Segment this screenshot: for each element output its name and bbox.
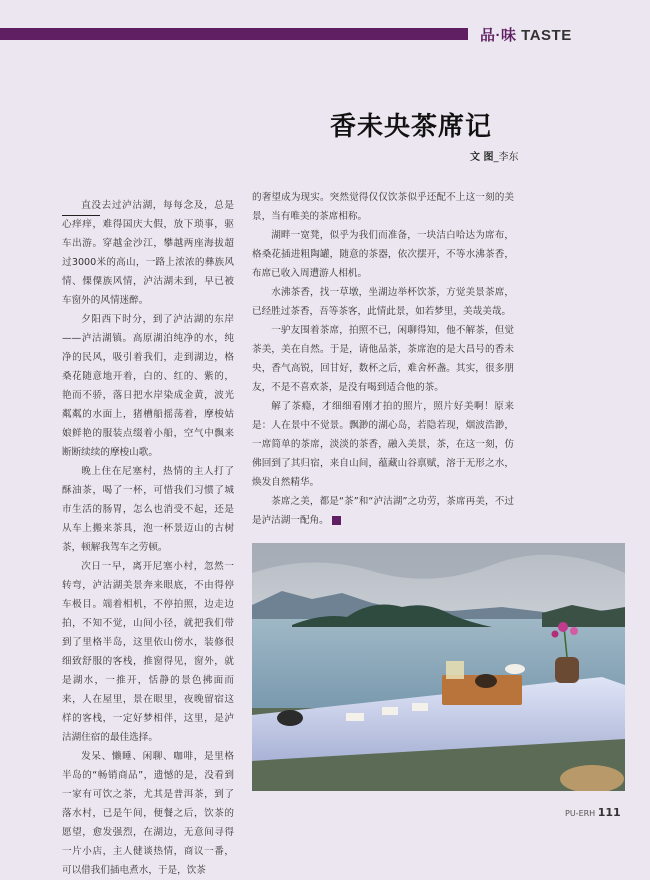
paragraph: 水沸茶香，找一草墩，坐湖边举杯饮茶，方觉美景茶席，已经胜过茶香，吾等茶客，此情此景，如若梦里，美哉美哉。 [252, 287, 514, 317]
flower [552, 631, 559, 638]
paragraph: 发呆、懒睡、闲聊、咖啡，是里格半岛的“畅销商品”，遗憾的是，没看到一家有可饮之茶，尤其是普洱茶，到了落水村，已是午间，便餐之后，饮茶的愿望，愈发强烈，在湖边，无意间寻得一片小店，主人健谈热情，商议一番，可以借我们插电煮水，于是，饮茶 [62, 751, 234, 876]
section-label-en: TASTE [521, 27, 572, 44]
paragraph: 的奢望成为现实。突然觉得仅仅饮茶似乎还配不上这一刻的美景，当有唯美的茶席相称。 [252, 192, 514, 222]
flower [558, 622, 568, 632]
paragraph: 晚上住在尼塞村，热情的主人打了酥油茶，喝了一杯，可惜我们习惯了城市生活的肠胃，怎么也消受不起，还是从车上搬来茶具，泡一杯景迈山的古树茶，顿解我驾车之劳顿。 [62, 466, 234, 553]
tea-cup [412, 703, 428, 711]
tea-cup [277, 710, 303, 726]
end-mark-icon [332, 516, 341, 525]
teapot [475, 674, 497, 688]
flower [570, 627, 578, 635]
footer-mark: PU-ERH [565, 809, 596, 818]
body-column-right [252, 188, 514, 530]
paragraph-text: 茶席之美，都是“茶”和“泸沽湖”之功劳，茶席再美，不过是泸沽湖一配角。 [252, 496, 514, 526]
page-number: 111 [597, 806, 621, 819]
paragraph: 湖畔一宽凳，似乎为我们而准备，一块洁白哈达为席布，格桑花插进粗陶罐，随意的茶器，依次摆开，不等水沸茶香，布席已收入周遭游人相机。 [252, 230, 514, 279]
section-label [480, 24, 572, 45]
photo-illustration [252, 543, 625, 791]
paragraph: 一驴友围着茶席，拍照不已，闲聊得知，他不解茶，但觉茶美，美在自然。于是，请他品茶，茶席泡的是大昌号的香未央，香气高锐，回甘好，数杯之后，难舍杯盏。其实，很多朋友，不是不喜欢茶，是没有喝到适合他的茶。 [252, 325, 514, 393]
byline: 文 图_李东 [470, 152, 519, 163]
tea-cup [382, 707, 398, 715]
lake-tea-photo [252, 543, 625, 791]
paragraph: 直没去过泸沽湖，每每念及，总是心痒痒，难得国庆大假，放下琐事，驱车出游。穿越金沙江，攀越两座海拔超过3000米的高山，一路上浓浓的彝族风情、傈僳族风情，泸沽湖未到，早已被车窗外的风情迷醉。 [62, 200, 234, 306]
header-bar [0, 28, 468, 40]
paragraph: 解了茶瘾，才细细看刚才拍的照片，照片好美啊！原来是：人在景中不觉景。飘渺的湖心岛，若隐若现，烟波浩渺，一席简单的茶席，淡淡的茶香，融入美景，茶，在这一刻，仿佛回到了其归宿，来自山间，蕴藏山谷禀赋，溶于无形之水，焕发自然精华。 [252, 401, 514, 488]
glass-pitcher [446, 661, 464, 679]
page-footer [565, 806, 621, 819]
body-column-left [62, 196, 234, 880]
paragraph-last [252, 492, 514, 530]
section-label-cn: 品·味 [480, 27, 517, 44]
paragraph: 夕阳西下时分，到了泸沽湖的东岸——泸沽湖镇。高原湖泊纯净的水，纯净的民风，吸引着我们，走到湖边，格桑花随意地开着，白的、红的、紫的，艳而不骄，落日把水岸染成金黄，波光粼粼的水面上，猪槽船摇荡着，摩梭姑娘鲜艳的服装点缀着小船，空气中飘来断断续续的摩梭山歌。 [62, 314, 234, 458]
byline-author: 李东 [498, 152, 519, 163]
tea-cup [346, 713, 364, 721]
article-title: 香未央茶席记 [330, 112, 493, 142]
paragraph: 次日一早，离开尼塞小村，忽然一转弯，泸沽湖美景奔来眼底，不由得停车极目。端着相机，不停拍照，边走边拍，不知不觉，山间小径，就把我们带到了里格半岛，这里依山傍水，装修很细致舒服的客栈，推窗得见，窗外，就是湖水，一推开，恬静的景色拂面而来，人在屋里，景在眼里，夜晚留宿这样的客栈，一定好梦相伴，这里，是泸沽湖住宿的最佳选择。 [62, 561, 234, 743]
tea-bowl [505, 664, 525, 674]
flower-vase [555, 657, 579, 683]
byline-label: 文 图 [470, 152, 494, 163]
